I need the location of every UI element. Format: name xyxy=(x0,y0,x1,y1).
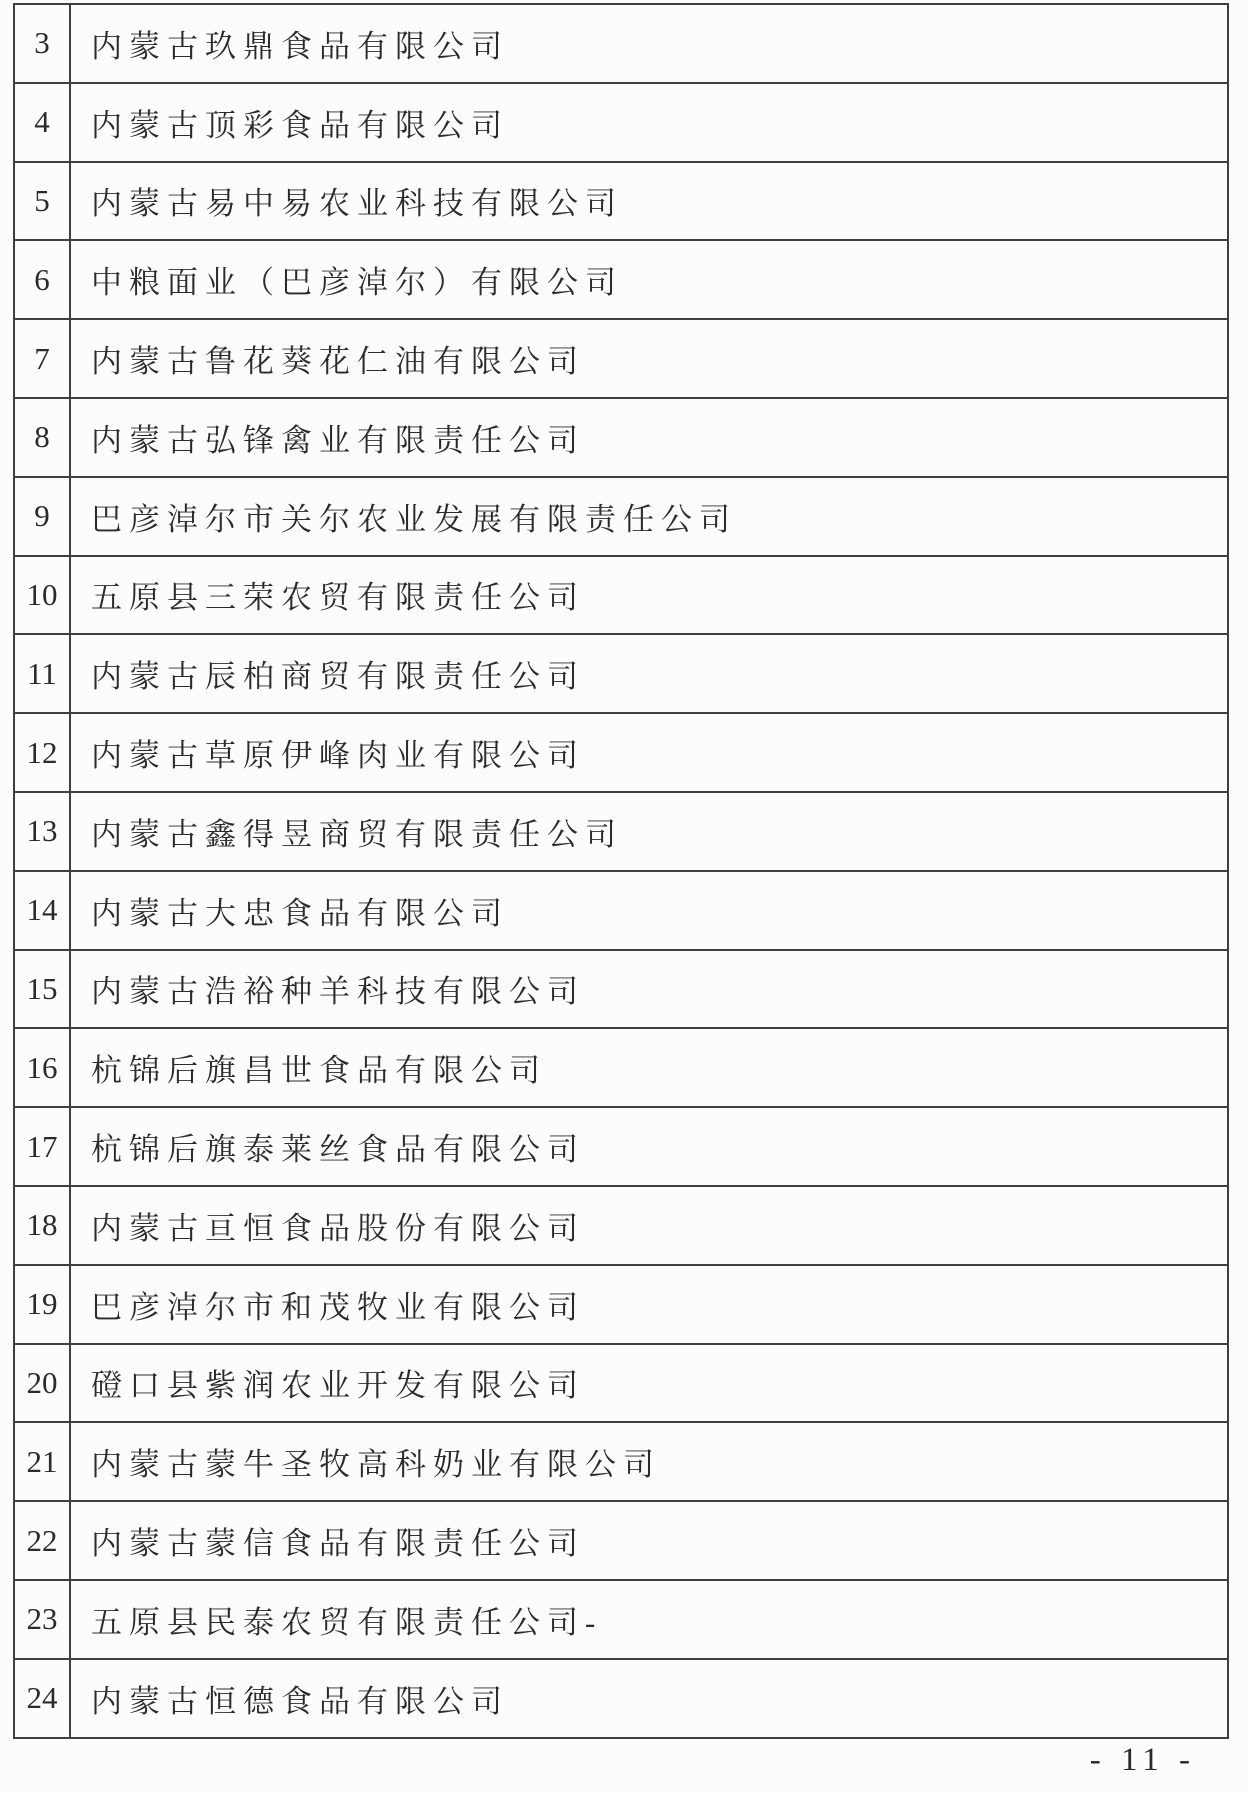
table-row xyxy=(14,792,1228,871)
company-name: 内蒙古大忠食品有限公司 xyxy=(70,871,1228,950)
table-row xyxy=(14,319,1228,398)
company-name: 巴彦淖尔市和茂牧业有限公司 xyxy=(70,1265,1228,1344)
row-number: 11 xyxy=(14,634,70,713)
company-name: 内蒙古弘锋禽业有限责任公司 xyxy=(70,398,1228,477)
table-row xyxy=(14,1659,1228,1738)
page-number: - 11 - xyxy=(1089,1742,1196,1778)
table-row xyxy=(14,713,1228,792)
table-row xyxy=(14,871,1228,950)
company-name: 磴口县紫润农业开发有限公司 xyxy=(70,1344,1228,1423)
table-row xyxy=(14,634,1228,713)
row-number: 19 xyxy=(14,1265,70,1344)
company-name: 内蒙古玖鼎食品有限公司 xyxy=(70,4,1228,83)
company-name: 内蒙古辰柏商贸有限责任公司 xyxy=(70,634,1228,713)
company-name: 内蒙古亘恒食品股份有限公司 xyxy=(70,1186,1228,1265)
table-row xyxy=(14,1580,1228,1659)
company-list-table xyxy=(13,3,1229,1739)
table-row xyxy=(14,556,1228,635)
table-row xyxy=(14,1344,1228,1423)
table-row xyxy=(14,398,1228,477)
table-row xyxy=(14,1422,1228,1501)
company-name: 中粮面业（巴彦淖尔）有限公司 xyxy=(70,240,1228,319)
row-number: 3 xyxy=(14,4,70,83)
company-name: 杭锦后旗泰莱丝食品有限公司 xyxy=(70,1107,1228,1186)
row-number: 17 xyxy=(14,1107,70,1186)
table-row xyxy=(14,1265,1228,1344)
row-number: 9 xyxy=(14,477,70,556)
company-table-body xyxy=(14,4,1228,1738)
row-number: 7 xyxy=(14,319,70,398)
row-number: 21 xyxy=(14,1422,70,1501)
table-row xyxy=(14,477,1228,556)
row-number: 5 xyxy=(14,162,70,241)
company-name: 内蒙古蒙信食品有限责任公司 xyxy=(70,1501,1228,1580)
row-number: 14 xyxy=(14,871,70,950)
company-name: 内蒙古恒德食品有限公司 xyxy=(70,1659,1228,1738)
company-name: 五原县民泰农贸有限责任公司- xyxy=(70,1580,1228,1659)
company-name: 内蒙古鑫得昱商贸有限责任公司 xyxy=(70,792,1228,871)
table-row xyxy=(14,1186,1228,1265)
row-number: 22 xyxy=(14,1501,70,1580)
company-name: 内蒙古草原伊峰肉业有限公司 xyxy=(70,713,1228,792)
row-number: 15 xyxy=(14,950,70,1029)
row-number: 4 xyxy=(14,83,70,162)
table-row xyxy=(14,1107,1228,1186)
company-name: 五原县三荣农贸有限责任公司 xyxy=(70,556,1228,635)
table-row xyxy=(14,240,1228,319)
table-row xyxy=(14,4,1228,83)
company-name: 内蒙古顶彩食品有限公司 xyxy=(70,83,1228,162)
table-row xyxy=(14,1501,1228,1580)
row-number: 16 xyxy=(14,1028,70,1107)
company-name: 内蒙古易中易农业科技有限公司 xyxy=(70,162,1228,241)
row-number: 10 xyxy=(14,556,70,635)
company-name: 内蒙古鲁花葵花仁油有限公司 xyxy=(70,319,1228,398)
table-row xyxy=(14,162,1228,241)
company-name: 内蒙古蒙牛圣牧高科奶业有限公司 xyxy=(70,1422,1228,1501)
row-number: 6 xyxy=(14,240,70,319)
table-row xyxy=(14,1028,1228,1107)
row-number: 12 xyxy=(14,713,70,792)
row-number: 23 xyxy=(14,1580,70,1659)
company-name: 杭锦后旗昌世食品有限公司 xyxy=(70,1028,1228,1107)
row-number: 18 xyxy=(14,1186,70,1265)
row-number: 13 xyxy=(14,792,70,871)
company-name: 内蒙古浩裕种羊科技有限公司 xyxy=(70,950,1228,1029)
table-row xyxy=(14,950,1228,1029)
company-name: 巴彦淖尔市关尔农业发展有限责任公司 xyxy=(70,477,1228,556)
table-row xyxy=(14,83,1228,162)
row-number: 20 xyxy=(14,1344,70,1423)
row-number: 24 xyxy=(14,1659,70,1738)
row-number: 8 xyxy=(14,398,70,477)
page-footer xyxy=(1090,1742,1196,1779)
